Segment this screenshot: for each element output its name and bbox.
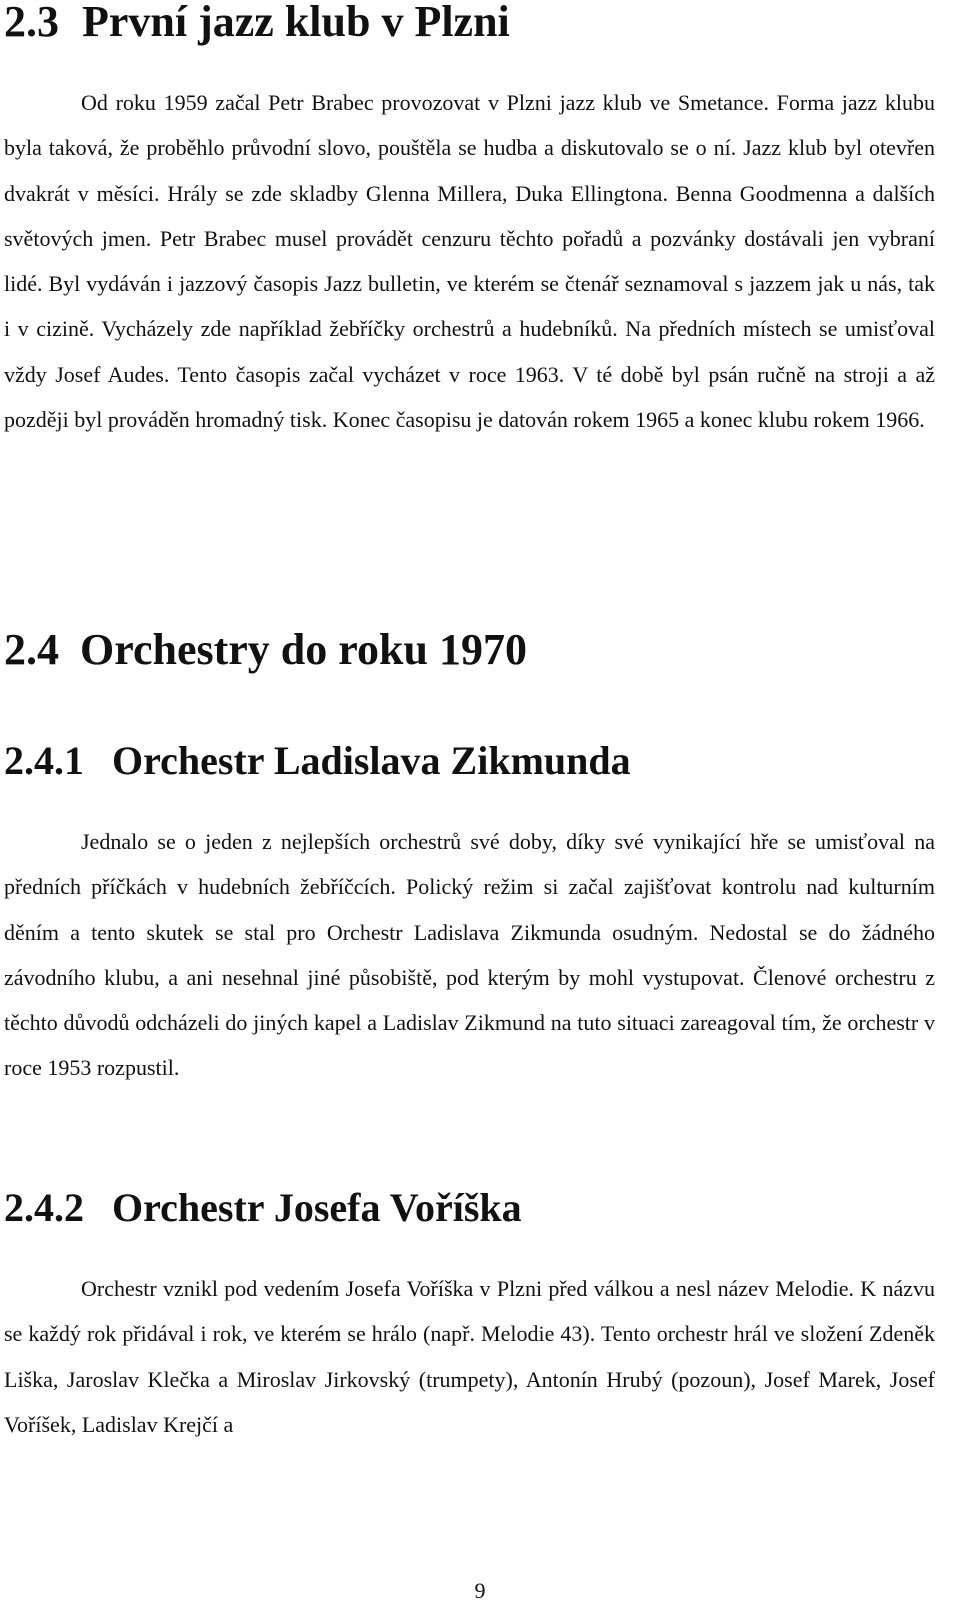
heading-number: 2.4 [4, 625, 59, 674]
page-number: 9 [474, 1578, 486, 1603]
heading-2-4-2 [4, 1185, 522, 1230]
heading-title: První jazz klub v Plzni [82, 0, 510, 46]
heading-title: Orchestr Josefa Voříška [112, 1185, 522, 1230]
paragraph-jazz-club: Od roku 1959 začal Petr Brabec provozovat v Plzni jazz klub ve Smetance. Forma jazz klubu byla taková, že proběhlo průvodní slovo, pouštěla se hudba a diskutovalo se o ní. Jazz klub byl otevřen dvakrát v měsíci. Hrály se zde skladby Glenna Millera, Duka Ellingtona. Benna Goodmenna a dalších světových jmen. Petr Brabec musel provádět cenzuru těchto pořadů a pozvánky dostávali jen vybraní lidé. Byl vydáván i jazzový časopis Jazz bulletin, ve kterém se čtenář seznamoval s jazzem jak u nás, tak i v cizině. Vycházely zde například žebříčky orchestrů a hudebníků. Na předních místech se umisťoval vždy Josef Audes. Tento časopis začal vycházet v roce 1963. V té době byl psán ručně na stroji a až později byl prováděn hromadný tisk. Konec časopisu je datován rokem 1965 a konec klubu rokem 1966. [4, 90, 935, 433]
paragraph-vorisek-orchestra: Orchestr vznikl pod vedením Josefa Voříška v Plzni před válkou a nesl název Melodie. K názvu se každý rok přidával i rok, ve kterém se hrálo (např. Melodie 43). Tento orchestr hrál ve složení Zdeněk Liška, Jaroslav Klečka a Miroslav Jirkovský (trumpety), Antonín Hrubý (pozoun), Josef Marek, Josef Voříšek, Ladislav Krejčí a [4, 1276, 935, 1437]
heading-number: 2.4.1 [4, 738, 84, 783]
heading-number: 2.3 [4, 0, 59, 46]
heading-2-4-1 [4, 738, 631, 783]
heading-2-3 [4, 0, 510, 44]
heading-title: Orchestry do roku 1970 [80, 625, 527, 674]
heading-2-4 [4, 625, 527, 674]
paragraph-zikmund-orchestra: Jednalo se o jeden z nejlepších orchestrů své doby, díky své vynikající hře se umisťoval na předních příčkách v hudebních žebříčcích. Polický režim si začal zajišťovat kontrolu nad kulturním děním a tento skutek se stal pro Orchestr Ladislava Zikmunda osudným. Nedostal se do žádného závodního klubu, a ani nesehnal jiné působiště, pod kterým by mohl vystupovat. Členové orchestru z těchto důvodů odcházeli do jiných kapel a Ladislav Zikmund na tuto situaci zareagoval tím, že orchestr v roce 1953 rozpustil. [4, 829, 935, 1081]
heading-number: 2.4.2 [4, 1185, 84, 1230]
heading-title: Orchestr Ladislava Zikmunda [112, 738, 631, 783]
